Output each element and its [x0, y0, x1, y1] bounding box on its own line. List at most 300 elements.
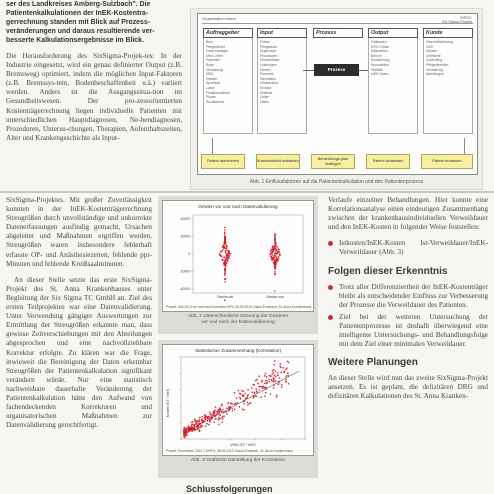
data-point: [218, 419, 220, 421]
data-point: [188, 426, 190, 428]
data-point: [262, 387, 264, 389]
data-point: [260, 386, 262, 388]
x-axis-label: VWD IST / InEK: [230, 443, 256, 447]
data-point: [205, 426, 207, 428]
data-point: [224, 234, 226, 236]
data-point: [192, 423, 194, 425]
data-point: [278, 252, 280, 254]
data-point: [283, 367, 285, 369]
data-point: [199, 417, 201, 419]
data-point: [276, 245, 278, 247]
data-point: [275, 265, 277, 267]
data-point: [244, 393, 246, 395]
data-point: [224, 247, 226, 249]
data-point: [195, 423, 197, 425]
data-point: [225, 250, 227, 252]
intro-paragraph: Die Herausforderung des SixSigma-Projek-tes: In der Industrie eingesetzt, wird ein genau definierter Output (z.B. Bremsweg) optimiert, indem die möglichen Input-Faktoren (z.B. Bremssys-tem, Bodenbeschaffenheit u.ä.) variiert werden. Anders ist die Ausgangssitua-tion im Gesundheitswesen. Der pro-zessorientierten Kostenträgerrechnung liegen individuelle Patienten mit unterschiedlichen Hauptdiagnosen, Ne-bendiagnosen, Prozeduren, Untersu-chungen, Therapien, Aufenthaltszeiten, Alter und Krankengeschichte als Input-: [6, 52, 182, 142]
data-point: [274, 236, 276, 238]
data-point: [221, 421, 223, 423]
data-point: [274, 290, 276, 292]
column-item: Abweichung: [371, 58, 390, 63]
data-point: [276, 260, 278, 262]
data-point: [275, 370, 277, 372]
data-point: [272, 254, 274, 256]
data-point: [276, 257, 278, 259]
data-point: [247, 394, 249, 396]
data-point: [279, 255, 281, 257]
data-point: [274, 267, 276, 269]
data-point: [269, 381, 271, 383]
data-point: [191, 422, 193, 424]
data-point: [226, 261, 228, 263]
data-point: [215, 406, 217, 408]
data-point: [220, 251, 222, 253]
data-point: [258, 389, 260, 391]
data-point: [221, 256, 223, 258]
y-axis-label: Kosten IST / InEK: [166, 388, 170, 418]
data-point: [277, 372, 279, 374]
y-tick-label: -20000: [179, 269, 190, 274]
data-point: [257, 383, 259, 385]
data-point: [260, 397, 262, 399]
column-item: Chefärzte: [426, 53, 441, 58]
bullet-list-1: [328, 239, 488, 257]
column-item: Sachmittel: [260, 76, 276, 81]
column-item: Geschäftsführung: [426, 40, 453, 44]
column-items: [368, 38, 418, 134]
data-point: [224, 231, 226, 233]
data-point: [223, 415, 225, 417]
data-point: [222, 409, 224, 411]
column-item: Physio: [206, 95, 217, 100]
intro-line-4: veränderungen und daraus resultierende ver-: [6, 28, 155, 35]
data-point: [224, 274, 226, 276]
column-item: Kassen: [206, 76, 218, 81]
data-point: [276, 396, 278, 398]
data-point: [274, 240, 276, 242]
data-point: [274, 263, 276, 265]
data-point: [221, 259, 223, 261]
intro-line-5: besserte Kalkulationsergebnisse im Blick.: [6, 37, 144, 44]
column-item: Prozeduren: [260, 53, 278, 58]
column-item: Daten: [260, 99, 270, 104]
data-point: [224, 227, 226, 229]
header-rule: [202, 23, 473, 24]
data-point: [198, 429, 200, 431]
data-point: [263, 387, 265, 389]
data-point: [278, 383, 280, 385]
data-point: [275, 243, 277, 245]
data-point: [275, 376, 277, 378]
data-point: [285, 369, 287, 371]
column-item: Ärzte: [206, 62, 214, 67]
data-point: [273, 377, 275, 379]
data-point: [224, 236, 226, 238]
data-point: [209, 421, 211, 423]
data-point: [224, 299, 226, 301]
data-point: [209, 411, 211, 413]
data-point: [243, 394, 245, 396]
data-point: [287, 372, 289, 374]
connector-left: [212, 138, 213, 154]
data-point: [278, 256, 280, 257]
column-item: Labor: [206, 85, 215, 90]
bottom-section-heading: Schlussfolgerungen: [186, 484, 273, 494]
data-point: [265, 373, 267, 375]
left-column: [6, 196, 152, 430]
data-point: [258, 375, 260, 377]
data-point: [270, 393, 272, 395]
data-point: [224, 265, 226, 267]
x-category-label: Gewinn alt: [216, 295, 234, 299]
data-point: [276, 252, 278, 254]
left-paragraph-1: SixSigma-Projektes. Mit großer Zuverlässigkeit konnten in der InEK-Kostenträgerrechnung Streugrößen durch unvollständige und unkorrekte Datenerfassungen ausfindig gemacht, Ursachen abgeleitet und Maßnahmen ergriffen werden. Streugrößen waren insbesondere fehlerhaft erfasste OP- und Anästhesiezeiten, fehlende ppr-Minuten und fehlende Kreißsaalminuten.: [6, 196, 152, 268]
section-heading-folgen: Folgen dieser Erkenntnis: [328, 265, 448, 277]
column-item: DRG Erlöse: [371, 44, 390, 49]
column-item: InEK: [426, 44, 434, 49]
data-point: [271, 259, 273, 261]
column-item: Verweildauer: [260, 58, 280, 63]
data-point: [271, 256, 273, 258]
data-point: [274, 238, 276, 240]
data-point: [222, 250, 224, 252]
data-point: [229, 255, 231, 256]
data-point: [218, 417, 220, 419]
data-point: [184, 433, 186, 435]
data-point: [227, 255, 229, 257]
data-point: [286, 381, 288, 383]
data-point: [277, 375, 279, 377]
data-point: [281, 372, 283, 374]
column-item: Leistungen: [260, 62, 277, 67]
column-item: Preise: [260, 40, 270, 44]
data-point: [226, 253, 228, 255]
data-point: [269, 375, 271, 377]
column-item: Kalkulation: [371, 49, 388, 54]
column-item: Personal: [260, 72, 274, 77]
data-point: [194, 424, 196, 426]
data-point: [283, 372, 285, 374]
data-point: [224, 242, 226, 244]
data-point: [266, 380, 268, 382]
plot-footer: Projekt: Korrelation 2010 1 KHPD; 06.09.2010; Klaus Ernsbach; St. Anna Krankenhaus: [166, 449, 294, 453]
data-point: [196, 422, 198, 424]
column-item: Case Manager: [206, 49, 229, 54]
data-point: [278, 249, 280, 251]
data-point: [273, 387, 275, 389]
column-item: Kennzahlen: [371, 62, 389, 67]
data-point: [226, 413, 228, 415]
data-point: [224, 229, 226, 231]
data-point: [205, 419, 207, 421]
data-point: [251, 391, 253, 393]
column-item: Kosten: [260, 67, 271, 72]
data-point: [225, 255, 227, 257]
flow-step-3: Behandlungs-plan festlegen: [311, 154, 355, 169]
data-point: [225, 257, 227, 259]
data-point: [264, 375, 266, 377]
column-item: Sozialdienst: [206, 99, 225, 104]
figure2-caption-line-2: vor und nach der Datenvalidierung: [201, 320, 275, 325]
data-point: [243, 403, 245, 405]
column-title: Output: [368, 28, 418, 38]
data-point: [203, 420, 205, 422]
data-point: [265, 392, 267, 394]
data-point: [194, 429, 196, 431]
figure-gewinn-streuung: [158, 196, 318, 334]
data-point: [273, 364, 275, 366]
column-item: Büro: [206, 40, 214, 44]
figure1-caption: Abb. 1 Einflussfaktoren auf die Patientenkalkulation und den Patientenprozess: [249, 179, 424, 185]
column-item: Apotheke: [206, 81, 221, 86]
bullet-item: Trotz aller Differenziertheit der InEK-Kostenträger bleibt als entscheidender Einfluss zur Verbesserung der Prozesse die Verweildauer des Patienten.: [328, 283, 488, 310]
column-item: Diagnosen: [260, 49, 277, 54]
data-point: [247, 401, 249, 403]
data-point: [275, 380, 277, 382]
column-item: Bericht: [371, 53, 382, 58]
data-point: [224, 411, 226, 413]
data-point: [274, 248, 276, 250]
data-point: [274, 271, 276, 273]
data-point: [274, 374, 276, 376]
data-point: [286, 367, 288, 369]
data-point: [247, 389, 249, 391]
data-point: [280, 363, 282, 365]
data-point: [273, 372, 275, 374]
data-point: [269, 254, 271, 256]
data-point: [256, 379, 258, 381]
data-point: [275, 272, 277, 274]
data-point: [249, 403, 251, 405]
data-point: [222, 418, 224, 420]
y-tick-label: -40000: [179, 287, 190, 292]
data-point: [274, 233, 276, 235]
plot-title: Statistischer Zusammenhang (Korrelation): [194, 348, 282, 353]
data-point: [263, 386, 265, 388]
strip-plot-svg: [163, 201, 313, 311]
data-point: [196, 420, 198, 422]
intro-line-1: ser des Landkreises Amberg-Sulzbach". Die: [6, 1, 151, 8]
column-item: Funktionsdienst: [206, 90, 230, 95]
process-box: Prozess: [314, 64, 359, 76]
data-point: [217, 412, 219, 414]
arrow-process-output: [359, 70, 368, 71]
data-point: [261, 381, 263, 383]
data-point: [237, 402, 239, 404]
data-point: [239, 397, 241, 399]
column-title: Kunde: [423, 28, 473, 38]
data-point: [208, 424, 210, 426]
data-point: [278, 257, 280, 259]
flow-step-5: Patient entlassen: [421, 154, 473, 169]
data-point: [221, 405, 223, 407]
data-point: [228, 406, 230, 408]
data-point: [224, 262, 226, 264]
connector-right: [464, 138, 465, 154]
data-point: [213, 415, 215, 417]
data-point: [228, 252, 230, 254]
column-items: [313, 38, 363, 134]
intro-line-3: gerrechnung standen mit Blick auf Prozess-: [6, 19, 150, 26]
data-point: [184, 427, 186, 429]
data-point: [273, 248, 275, 250]
data-point: [224, 281, 226, 283]
column-items: [257, 38, 307, 134]
sipoc-column-output: [368, 28, 418, 134]
flow-step-2: Krankheitsbild feststellen: [256, 154, 300, 169]
plot-footer: Projekt: Mai 2010 vor und nach Korrektur.MPJ; 06.09.2010; Klaus Ernsbach; St. Anna Krankenhaus: [166, 305, 312, 309]
data-point: [287, 375, 289, 377]
data-point: [219, 409, 221, 411]
data-point: [251, 387, 253, 389]
column-item: Einkauf: [260, 85, 272, 90]
data-point: [185, 430, 187, 432]
page-divider: [0, 191, 494, 193]
data-point: [274, 255, 276, 257]
data-point: [200, 425, 202, 427]
data-point: [276, 395, 278, 397]
data-point: [287, 361, 289, 363]
top-left-column: [6, 0, 182, 143]
data-point: [201, 419, 203, 421]
data-point: [224, 233, 226, 235]
figure-sipoc: [190, 8, 483, 190]
figure2-caption-line-1: Abb. 2 Unterschiedliche Streuung der Gewinne: [188, 314, 288, 319]
data-point: [198, 421, 200, 423]
data-point: [226, 407, 228, 409]
data-point: [270, 255, 272, 257]
plot-title: Gewinn vor und nach Datenvalidierung: [198, 204, 278, 209]
data-point: [227, 250, 229, 252]
arrow-input-process: [303, 70, 314, 71]
data-point: [266, 376, 268, 378]
data-point: [206, 416, 208, 418]
data-point: [270, 250, 272, 252]
data-point: [264, 396, 266, 398]
data-point: [285, 379, 287, 381]
data-point: [272, 370, 274, 372]
column-item: Statistik: [371, 67, 383, 72]
data-point: [275, 255, 277, 257]
data-point: [219, 414, 221, 416]
data-point: [255, 388, 257, 390]
data-point: [228, 257, 230, 259]
data-point: [197, 428, 199, 430]
data-point: [184, 437, 186, 439]
y-tick-label: 40000: [180, 217, 190, 222]
data-point: [252, 397, 254, 399]
column-item: Kassen: [426, 49, 438, 54]
data-point: [226, 411, 228, 413]
data-point: [274, 268, 276, 270]
column-item: Verwaltung: [426, 67, 443, 72]
sipoc-column-input: [257, 28, 307, 134]
data-point: [220, 410, 222, 412]
column-item: Fallkosten: [371, 40, 387, 44]
column-item: Infrastruktur: [260, 81, 279, 86]
sipoc-column-auftraggeber: [203, 28, 253, 134]
column-item: Patienten: [206, 58, 221, 63]
column-title: Auftraggeber: [203, 28, 253, 38]
data-point: [201, 416, 203, 418]
data-point: [224, 268, 226, 270]
data-point: [210, 413, 212, 415]
data-point: [191, 430, 193, 432]
data-point: [268, 379, 270, 381]
scatter-plot-svg: [163, 345, 313, 455]
y-tick-label: 0: [188, 252, 190, 257]
data-point: [199, 422, 201, 424]
data-point: [191, 426, 193, 428]
data-point: [250, 402, 252, 404]
column-item: Pflegedirektion: [426, 62, 449, 67]
data-point: [270, 375, 272, 377]
data-point: [214, 418, 216, 420]
data-point: [193, 425, 195, 427]
column-items: [203, 38, 253, 134]
data-point: [254, 392, 256, 394]
data-point: [288, 383, 290, 385]
data-point: [225, 273, 227, 275]
data-point: [271, 379, 273, 381]
data-point: [273, 381, 275, 383]
data-point: [194, 421, 196, 423]
data-point: [273, 257, 275, 259]
sipoc-diagram: [197, 13, 478, 175]
data-point: [279, 253, 281, 255]
left-paragraph-2: An dieser Stelle setzte das erste SixSigma-Projekt des St. Anna Krankenhauses unter Begleitung der Six Sigma TC GmbH an. Ziel des ersten Teilprojektes war eine Datenvalidierung. Unter Verwendung gängiger Auswertungen zur Ermittlung der Streugrößen erkannte man, dass gewisse Zeitverschiebungen mit den Abteilungen abgesprochen und eine nachvollziehbare Korrektur erfolgte. Zu klären war die Frage, inwieweit die Bereinigung der Daten erkennbar Streugrößen der Patientenkalkulation signifikant verändern würde. Nur eine statistisch nachweisbare dauerhafte Veränderung der Patientenkalkulation hätte den Aufwand von fachendeckenden Korrekturen und organisatorischen Maßnahmen zur Datenvalidierung gerechtfertigt.: [6, 275, 152, 430]
data-point: [209, 417, 211, 419]
figure2-caption: [158, 314, 318, 326]
data-point: [188, 431, 190, 433]
x-category-label: Gewinn neu: [265, 295, 285, 299]
data-point: [223, 248, 225, 250]
data-point: [222, 416, 224, 418]
data-point: [242, 408, 244, 410]
diagram-header-left: Organisation Intern: [202, 16, 237, 21]
data-point: [216, 411, 218, 413]
column-item: MDK: [206, 72, 214, 77]
intro-line-2: Patientenkalkulationen der InEK-Kostentra-: [6, 10, 149, 17]
data-point: [232, 410, 234, 412]
data-point: [218, 423, 220, 425]
strip-plot: [162, 200, 314, 312]
data-point: [219, 254, 221, 256]
data-point: [234, 409, 236, 411]
data-point: [239, 406, 241, 408]
data-point: [208, 416, 210, 418]
sipoc-column-kunde: [423, 28, 473, 134]
data-point: [273, 379, 275, 381]
data-point: [237, 390, 239, 392]
data-point: [277, 260, 279, 262]
regression-line: [184, 371, 299, 433]
data-point: [242, 390, 244, 392]
data-point: [183, 429, 185, 431]
data-point: [204, 417, 206, 419]
strip-plot-axes: [179, 215, 303, 299]
data-point: [245, 397, 247, 399]
right-paragraph-1: Verlaufe einzelner Behandlungen. Hier konnte eine Korrelationsanalyse einen eindeutigen Zusammenhang zwischen der krankenhausindividuellen Verweildauer und den InEK-Kosten in folgender Weise feststellen:: [328, 196, 488, 232]
data-point: [225, 252, 227, 254]
data-point: [285, 375, 287, 377]
data-point: [256, 396, 258, 398]
data-point: [264, 382, 266, 384]
data-point: [214, 412, 216, 414]
column-item: Med. Leiter: [206, 53, 223, 58]
data-point: [274, 245, 276, 247]
data-point: [273, 262, 275, 264]
